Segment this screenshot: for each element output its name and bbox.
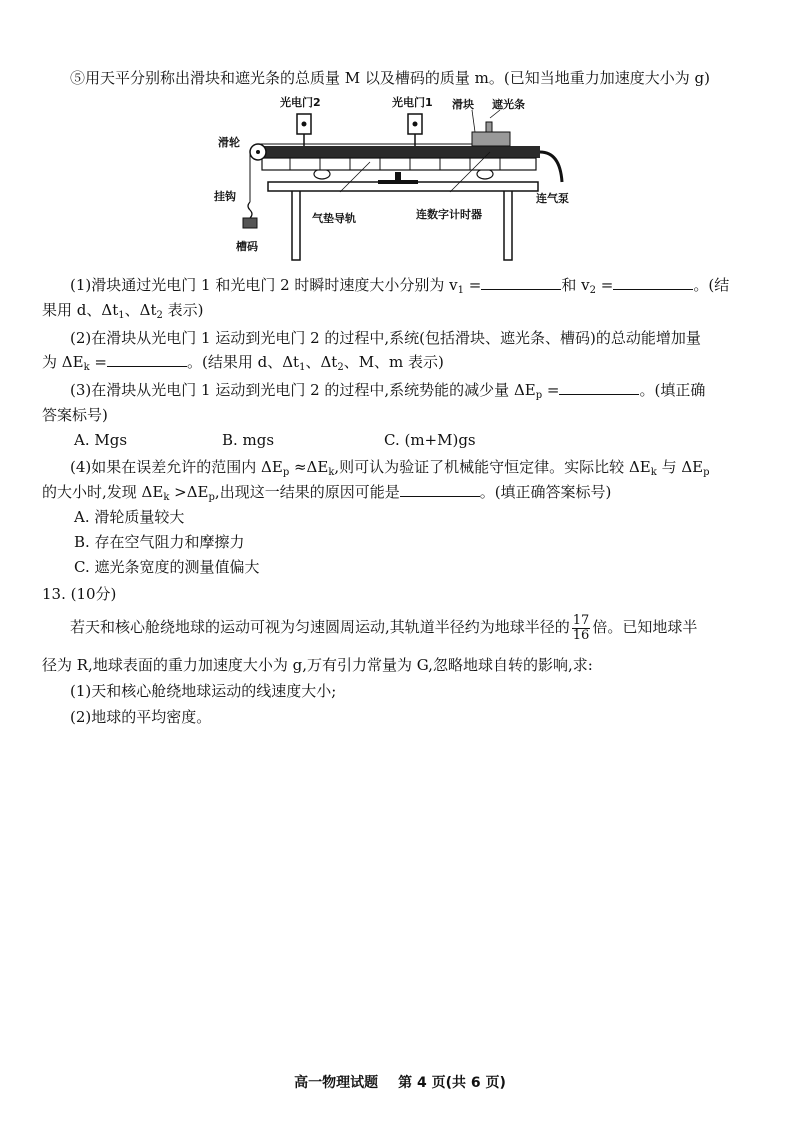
label-timer: 连数字计时器 <box>416 208 482 221</box>
q3-option-c: C. (m+M)gs <box>384 431 476 449</box>
q4-option-b: B. 存在空气阻力和摩擦力 <box>74 533 245 551</box>
table-leg-right <box>504 190 512 260</box>
q4-option-a: A. 滑轮质量较大 <box>74 508 185 526</box>
label-hook: 挂钩 <box>214 190 236 203</box>
answer-blank-v2[interactable] <box>613 275 693 290</box>
pump-hose <box>540 152 562 182</box>
q3-line1: (3)在滑块从光电门 1 运动到光电门 2 的过程中,系统势能的减少量 $\Delta E_p$ = 。(填正确 <box>70 381 706 401</box>
label-rail: 气垫导轨 <box>312 212 356 225</box>
label-weight: 槽码 <box>236 240 258 253</box>
label-slider: 滑块 <box>452 98 474 111</box>
label-gate2: 光电门2 <box>280 96 321 109</box>
q4-line1: (4)如果在误差允许的范围内 $\Delta E_p \approx\Delta E_k$,则可认为验证了机械能守恒定律。实际比较 $\Delta E_k$ 与 $\Delta E_p$ <box>70 458 710 478</box>
air-rail <box>258 146 540 158</box>
slider <box>472 132 510 146</box>
answer-blank-reason[interactable] <box>400 482 480 497</box>
q13-sub2: (2)地球的平均密度。 <box>70 708 212 726</box>
answer-blank-ek[interactable] <box>107 352 187 367</box>
q1-line2: 果用 d、$\Delta t_1$、$\Delta t_2$ 表示) <box>42 301 204 321</box>
page-footer <box>0 1072 800 1092</box>
hook <box>248 202 252 218</box>
label-shade: 遮光条 <box>492 98 525 111</box>
q13-header: 13. (10分) <box>42 585 117 603</box>
q3-option-b: B. mgs <box>222 431 275 449</box>
label-pulley: 滑轮 <box>218 136 240 149</box>
q4-option-c: C. 遮光条宽度的测量值偏大 <box>74 558 260 576</box>
apparatus-diagram <box>200 92 580 262</box>
shade-strip <box>486 122 492 132</box>
q13-line1: 若天和核心舱绕地球的运动可视为匀速圆周运动,其轨道半径约为地球半径的 $\frac{17}{16}$ 倍。已知地球半 <box>70 612 698 643</box>
fraction-17-16: $\frac{17}{16}$ <box>572 612 590 643</box>
answer-blank-ep[interactable] <box>559 380 639 395</box>
q3-option-a: A. Mgs <box>74 431 128 449</box>
footer-page: 第 4 页(共 6 页) <box>398 1075 506 1091</box>
weight-block <box>243 218 257 228</box>
step5-text: ⑤用天平分别称出滑块和遮光条的总质量 M 以及槽码的质量 m。(已知当地重力加速度大小为 g) <box>70 69 710 87</box>
answer-blank-v1[interactable] <box>481 275 561 290</box>
table-leg-left <box>292 190 300 260</box>
label-gate1: 光电门1 <box>392 96 433 109</box>
q13-sub1: (1)天和核心舱绕地球运动的线速度大小; <box>70 682 337 700</box>
q13-line2: 径为 R,地球表面的重力加速度大小为 g,万有引力常量为 G,忽略地球自转的影响,求: <box>42 656 593 674</box>
q4-line2: 的大小时,发现 $\Delta E_k >\Delta E_p$,出现这一结果的原因可能是 。(填正确答案标号) <box>42 483 612 503</box>
q1-line1: (1)滑块通过光电门 1 和光电门 2 时瞬时速度大小分别为 $v_1$ = 和 $v_2$ = 。(结 <box>70 276 730 296</box>
label-pump: 连气泵 <box>536 192 569 205</box>
q2-line1: (2)在滑块从光电门 1 运动到光电门 2 的过程中,系统(包括滑块、遮光条、槽码)的总动能增加量 <box>70 329 701 347</box>
footer-subject: 高一物理试题 <box>294 1075 379 1091</box>
q3-line2: 答案标号) <box>42 406 108 424</box>
q2-line2: 为 $\Delta E_k$ = 。(结果用 d、$\Delta t_1$、$\Delta t_2$、M、m 表示) <box>42 353 444 373</box>
